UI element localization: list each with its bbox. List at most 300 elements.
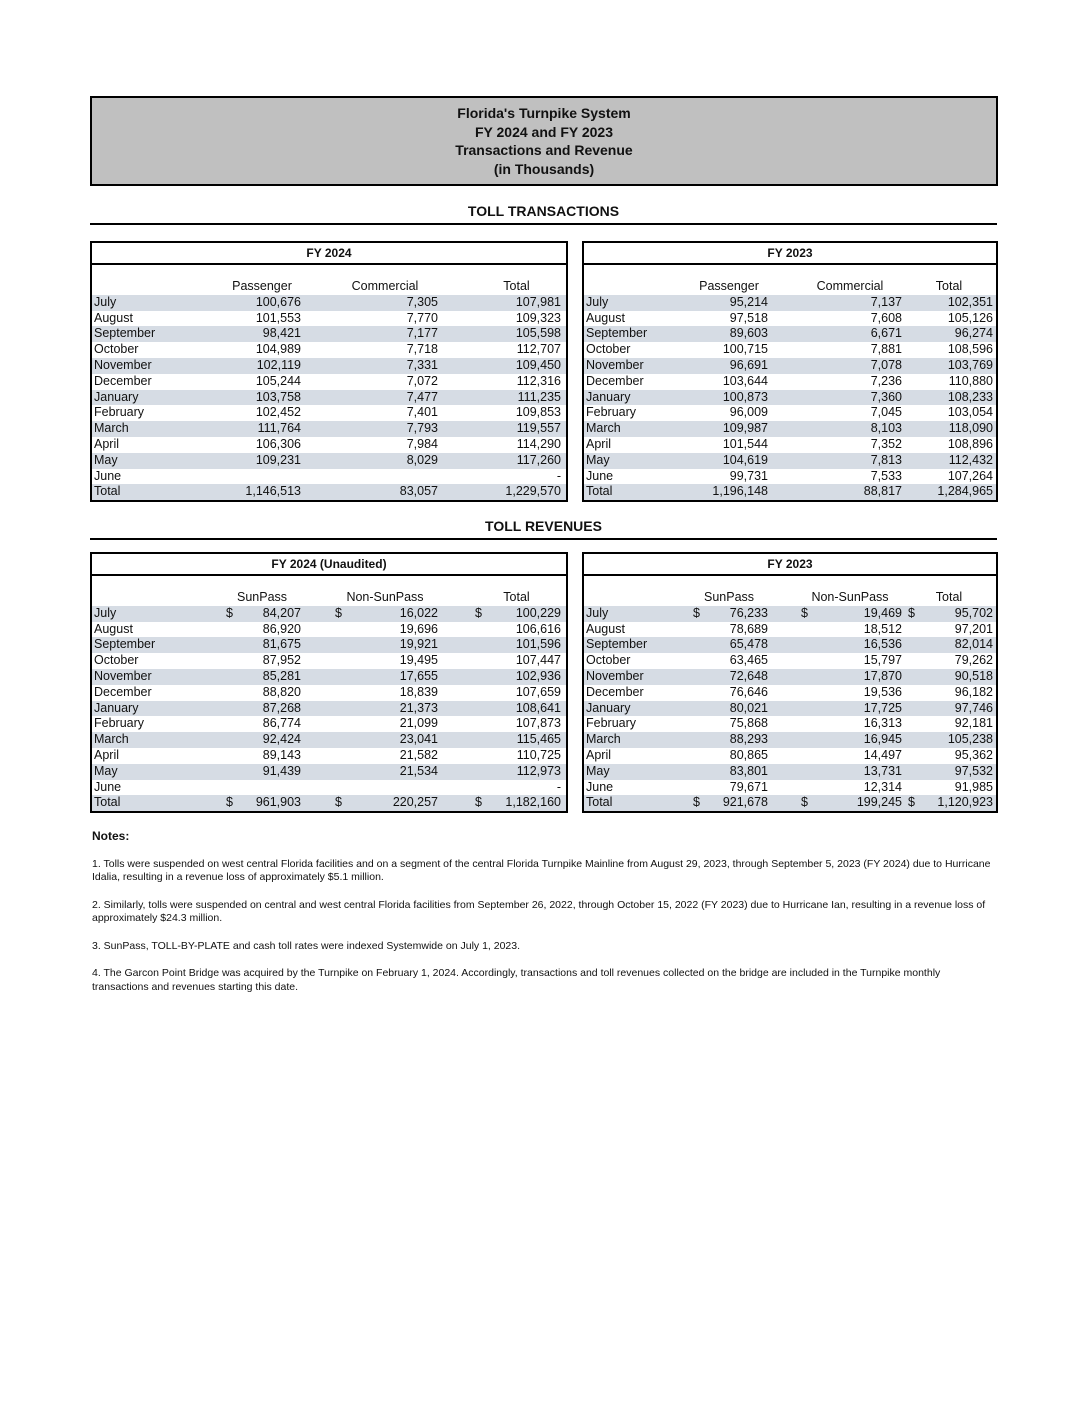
table-row — [92, 637, 566, 653]
table-row — [92, 311, 566, 327]
column-header: Commercial — [796, 279, 904, 296]
value-cell: 16,313 — [863, 716, 902, 731]
table-row — [584, 311, 996, 327]
value-cell: 79,262 — [954, 653, 993, 668]
table-row — [584, 437, 996, 453]
header-row — [584, 590, 996, 606]
value-cell: 86,774 — [262, 716, 301, 731]
table-row — [92, 390, 566, 406]
value-cell: 7,352 — [870, 436, 902, 451]
value-cell: 109,323 — [515, 310, 561, 325]
row-label: Total — [586, 484, 613, 499]
value-cell: 7,793 — [406, 421, 438, 436]
value-cell: 95,362 — [954, 747, 993, 762]
notes-heading: Notes: — [92, 829, 130, 843]
row-label: August — [586, 310, 625, 325]
value-cell: 7,533 — [796, 469, 902, 485]
value-cell: 16,945 — [863, 732, 902, 747]
table-title: FY 2024 (Unaudited) — [92, 554, 566, 576]
row-label: September — [94, 326, 156, 341]
row-label: August — [94, 621, 133, 636]
value-cell: 103,758 — [255, 389, 301, 404]
value-cell: 83,057 — [399, 484, 438, 499]
note-item: 4. The Garcon Point Bridge was acquired by the Turnpike on February 1, 2024. Accordingly, transactions and toll revenues collected on the bridge are included in the Turnpike monthly transactions and revenues starting this date. — [92, 967, 941, 993]
value-cell: 107,264 — [903, 469, 993, 485]
table-row — [92, 622, 566, 638]
row-label: May — [586, 763, 610, 778]
row-label: October — [586, 342, 631, 357]
value-cell: 97,201 — [954, 621, 993, 636]
column-header: Passenger — [688, 279, 770, 296]
value-cell: 17,655 — [399, 668, 438, 683]
value-cell: 112,432 — [948, 452, 993, 467]
table-row — [92, 469, 566, 485]
value-cell: 18,512 — [863, 621, 902, 636]
value-cell: 81,675 — [262, 637, 301, 652]
value-cell: 7,137 — [870, 294, 902, 309]
currency-symbol: $ — [335, 605, 342, 620]
row-label: September — [94, 637, 156, 652]
value-cell: 921,678 — [722, 795, 768, 810]
row-label: July — [94, 294, 117, 309]
value-cell: 76,646 — [729, 684, 768, 699]
row-label: July — [586, 294, 609, 309]
value-cell: 199,245 — [856, 795, 902, 810]
value-cell: 102,452 — [255, 405, 301, 420]
value-cell: 97,746 — [954, 700, 993, 715]
currency-symbol: $ — [801, 605, 808, 620]
revenues-fy2024-table — [90, 552, 568, 813]
value-cell: 112,707 — [516, 342, 561, 357]
value-cell: 100,873 — [722, 389, 768, 404]
row-label: February — [586, 405, 637, 420]
note-item: 1. Tolls were suspended on west central Florida facilities and on a segment of the central Florida Turnpike Mainline from August 29, 2023, through September 5, 2023 (FY 2024) due to Hurricane Idalia, resulting in a revenue loss of approximately $5.1 million. — [92, 857, 991, 883]
table-row — [92, 716, 566, 732]
note-item: 2. Similarly, tolls were suspended on central and west central Florida facilities from September 26, 2022, through October 15, 2022 (FY 2023) due to Hurricane Ian, resulting in a revenue loss of approximately $24.3 million. — [92, 898, 986, 924]
report-title-box — [90, 96, 998, 186]
column-header: Passenger — [221, 279, 303, 296]
table-row — [92, 606, 566, 622]
value-cell: 96,009 — [729, 405, 768, 420]
value-cell: 88,293 — [729, 732, 768, 747]
table-row — [92, 358, 566, 374]
value-cell: 90,518 — [954, 668, 993, 683]
table-spacer — [92, 576, 566, 590]
value-cell: 80,865 — [729, 747, 768, 762]
value-cell: 89,143 — [262, 747, 301, 762]
value-cell: 92,181 — [954, 716, 993, 731]
header-row — [584, 279, 996, 295]
value-cell: 92,424 — [262, 732, 301, 747]
value-cell: 100,676 — [255, 294, 301, 309]
value-cell: 7,401 — [406, 405, 438, 420]
row-label: December — [94, 684, 152, 699]
value-cell: 96,182 — [954, 684, 993, 699]
table-row — [584, 732, 996, 748]
table-row — [584, 685, 996, 701]
value-cell: 21,582 — [399, 747, 438, 762]
value-cell: 220,257 — [392, 795, 438, 810]
column-header: SunPass — [221, 590, 303, 607]
total-row — [92, 795, 566, 811]
value-cell: 119,557 — [516, 421, 561, 436]
value-cell: 96,274 — [954, 326, 993, 341]
row-label: July — [94, 605, 117, 620]
table-row — [92, 764, 566, 780]
value-cell: 91,985 — [903, 780, 993, 796]
value-cell: 115,465 — [516, 732, 561, 747]
value-cell: 7,078 — [870, 357, 902, 372]
row-label: June — [94, 468, 122, 483]
table-row — [584, 622, 996, 638]
row-label: October — [94, 342, 139, 357]
value-cell: 87,952 — [262, 653, 301, 668]
value-cell: 16,022 — [399, 605, 438, 620]
value-cell: 82,014 — [954, 637, 993, 652]
value-cell: 105,598 — [515, 326, 561, 341]
value-cell: 78,689 — [729, 621, 768, 636]
row-label: January — [586, 700, 631, 715]
value-cell: 91,439 — [262, 763, 301, 778]
table-row — [584, 637, 996, 653]
value-cell: 107,981 — [515, 294, 561, 309]
value-cell: 12,314 — [796, 780, 902, 796]
table-row — [584, 453, 996, 469]
value-cell: 7,331 — [406, 357, 438, 372]
table-row — [584, 326, 996, 342]
column-header: Total — [903, 279, 995, 296]
value-cell: 961,903 — [255, 795, 301, 810]
value-cell: 65,478 — [729, 637, 768, 652]
value-cell: 109,450 — [515, 357, 561, 372]
value-cell: 103,769 — [947, 357, 993, 372]
value-cell: 108,596 — [947, 342, 993, 357]
value-cell: 75,868 — [729, 716, 768, 731]
column-header: Non-SunPass — [796, 590, 904, 607]
revenues-fy2023-table — [582, 552, 998, 813]
table-row — [584, 669, 996, 685]
value-cell: 23,041 — [399, 732, 438, 747]
row-label: February — [94, 716, 145, 731]
value-cell: 89,603 — [729, 326, 768, 341]
table-row — [584, 653, 996, 669]
table-row — [584, 606, 996, 622]
currency-symbol: $ — [475, 795, 482, 810]
row-label: February — [586, 716, 637, 731]
row-label: May — [94, 763, 118, 778]
value-cell: 110,880 — [948, 373, 993, 388]
value-cell: 8,029 — [406, 452, 438, 467]
value-cell: 107,447 — [515, 653, 561, 668]
column-header: Total — [470, 590, 563, 607]
row-label: April — [586, 747, 612, 762]
value-cell: 17,870 — [863, 668, 902, 683]
value-cell: 7,360 — [870, 389, 902, 404]
currency-symbol: $ — [908, 605, 915, 620]
transactions-fy2023-table — [582, 241, 998, 502]
column-header: SunPass — [688, 590, 770, 607]
table-row — [92, 295, 566, 311]
value-cell: 109,987 — [722, 421, 768, 436]
table-row — [92, 326, 566, 342]
value-cell: 100,229 — [515, 605, 561, 620]
table-row — [92, 669, 566, 685]
value-cell — [330, 780, 438, 796]
value-cell: 7,045 — [870, 405, 902, 420]
value-cell: 105,244 — [255, 373, 301, 388]
table-title: FY 2023 — [584, 554, 996, 576]
value-cell: 112,316 — [516, 373, 561, 388]
table-row — [92, 342, 566, 358]
row-label: February — [94, 405, 145, 420]
value-cell: 15,797 — [863, 653, 902, 668]
total-row — [584, 795, 996, 811]
value-cell: 21,534 — [399, 763, 438, 778]
report-title-line1: Florida's Turnpike System — [457, 105, 631, 121]
value-cell: 88,820 — [262, 684, 301, 699]
row-label: November — [586, 357, 644, 372]
total-row — [92, 484, 566, 500]
value-cell: 1,182,160 — [505, 795, 561, 810]
value-cell: 102,351 — [947, 294, 993, 309]
table-row — [92, 732, 566, 748]
value-cell: 101,544 — [722, 436, 768, 451]
table-title: FY 2023 — [584, 243, 996, 265]
value-cell: 76,233 — [729, 605, 768, 620]
revenues-heading: TOLL REVENUES — [90, 518, 997, 540]
value-cell: - — [470, 780, 561, 796]
row-label: March — [94, 732, 129, 747]
row-label: May — [586, 452, 610, 467]
value-cell: 98,421 — [262, 326, 301, 341]
value-cell: 104,619 — [722, 452, 768, 467]
value-cell: 97,532 — [954, 763, 993, 778]
value-cell: 1,284,965 — [937, 484, 993, 499]
value-cell: 7,305 — [406, 294, 438, 309]
value-cell: 63,465 — [729, 653, 768, 668]
row-label: December — [94, 373, 152, 388]
row-label: October — [94, 653, 139, 668]
table-row — [92, 421, 566, 437]
value-cell: 101,553 — [255, 310, 301, 325]
table-row — [584, 358, 996, 374]
value-cell: 85,281 — [262, 668, 301, 683]
value-cell: 19,469 — [863, 605, 902, 620]
value-cell: 88,817 — [863, 484, 902, 499]
currency-symbol: $ — [908, 795, 915, 810]
table-row — [92, 437, 566, 453]
value-cell: 87,268 — [262, 700, 301, 715]
value-cell: 19,696 — [399, 621, 438, 636]
table-title: FY 2024 — [92, 243, 566, 265]
table-row — [584, 701, 996, 717]
value-cell: 21,099 — [399, 716, 438, 731]
table-spacer — [92, 265, 566, 279]
row-label: March — [94, 421, 129, 436]
row-label: October — [586, 653, 631, 668]
row-label: January — [94, 389, 139, 404]
transactions-heading: TOLL TRANSACTIONS — [90, 203, 997, 225]
report-title-line4: (in Thousands) — [493, 160, 595, 177]
value-cell: 95,214 — [729, 294, 768, 309]
table-row — [92, 701, 566, 717]
row-label: January — [586, 389, 631, 404]
table-row — [584, 421, 996, 437]
currency-symbol: $ — [475, 605, 482, 620]
currency-symbol: $ — [226, 605, 233, 620]
value-cell: 107,659 — [515, 684, 561, 699]
value-cell: 16,536 — [863, 637, 902, 652]
value-cell: 106,616 — [515, 621, 561, 636]
value-cell: 102,936 — [515, 668, 561, 683]
value-cell: 86,920 — [262, 621, 301, 636]
value-cell: 99,731 — [688, 469, 768, 485]
row-label: July — [586, 605, 609, 620]
row-label: Total — [94, 795, 121, 810]
value-cell: 108,233 — [947, 389, 993, 404]
row-label: January — [94, 700, 139, 715]
value-cell: 7,984 — [406, 436, 438, 451]
currency-symbol: $ — [226, 795, 233, 810]
total-row — [584, 484, 996, 500]
value-cell: 101,596 — [515, 637, 561, 652]
value-cell: 118,090 — [948, 421, 993, 436]
currency-symbol: $ — [801, 795, 808, 810]
value-cell — [330, 469, 438, 485]
value-cell: 109,231 — [255, 452, 301, 467]
row-label: Total — [586, 795, 613, 810]
value-cell: 102,119 — [256, 357, 301, 372]
value-cell: 100,715 — [722, 342, 768, 357]
value-cell: 1,196,148 — [712, 484, 768, 499]
value-cell: 1,120,923 — [937, 795, 993, 810]
row-label: March — [586, 421, 621, 436]
row-label: April — [94, 436, 120, 451]
value-cell: 7,236 — [870, 373, 902, 388]
value-cell: 108,641 — [515, 700, 561, 715]
value-cell: 7,770 — [406, 310, 438, 325]
row-label: June — [94, 779, 122, 794]
value-cell: 114,290 — [516, 436, 561, 451]
row-label: November — [586, 668, 644, 683]
table-row — [92, 748, 566, 764]
value-cell: 103,644 — [722, 373, 768, 388]
table-row — [92, 653, 566, 669]
value-cell: 111,235 — [517, 389, 561, 404]
value-cell: 21,373 — [399, 700, 438, 715]
table-row — [584, 716, 996, 732]
table-row — [584, 405, 996, 421]
report-title-line3: Transactions and Revenue — [455, 142, 633, 158]
row-label: March — [586, 732, 621, 747]
value-cell: 1,146,513 — [245, 484, 301, 499]
table-spacer — [584, 576, 996, 590]
header-row — [92, 279, 566, 295]
column-header: Non-SunPass — [330, 590, 440, 607]
value-cell: 117,260 — [516, 452, 561, 467]
column-header: Commercial — [330, 279, 440, 296]
table-row — [584, 295, 996, 311]
value-cell: 83,801 — [729, 763, 768, 778]
table-row — [584, 374, 996, 390]
table-row — [92, 685, 566, 701]
value-cell: 104,989 — [255, 342, 301, 357]
row-label: May — [94, 452, 118, 467]
row-label: September — [586, 326, 648, 341]
row-label: April — [586, 436, 612, 451]
value-cell: 7,608 — [870, 310, 902, 325]
table-row — [92, 405, 566, 421]
value-cell: 105,238 — [947, 732, 993, 747]
value-cell: 84,207 — [262, 605, 301, 620]
value-cell: 19,495 — [399, 653, 438, 668]
value-cell: 19,921 — [399, 637, 438, 652]
value-cell: 107,873 — [515, 716, 561, 731]
value-cell: 109,853 — [515, 405, 561, 420]
value-cell: 7,718 — [406, 342, 438, 357]
row-label: Total — [94, 484, 121, 499]
value-cell: 6,671 — [870, 326, 902, 341]
value-cell: 103,054 — [947, 405, 993, 420]
row-label: December — [586, 684, 644, 699]
value-cell: 106,306 — [255, 436, 301, 451]
row-label: November — [94, 668, 152, 683]
currency-symbol: $ — [693, 605, 700, 620]
value-cell: 7,813 — [870, 452, 902, 467]
table-row — [92, 374, 566, 390]
row-label: June — [586, 779, 614, 794]
row-label: August — [94, 310, 133, 325]
table-spacer — [584, 265, 996, 279]
header-row — [92, 590, 566, 606]
note-item: 3. SunPass, TOLL-BY-PLATE and cash toll rates were indexed Systemwide on July 1, 2023. — [92, 939, 521, 952]
notes-section — [92, 830, 997, 1008]
value-cell: 13,731 — [863, 763, 902, 778]
row-label: November — [94, 357, 152, 372]
value-cell: 19,536 — [863, 684, 902, 699]
value-cell: 110,725 — [516, 747, 561, 762]
row-label: April — [94, 747, 120, 762]
value-cell: 96,691 — [729, 357, 768, 372]
row-label: December — [586, 373, 644, 388]
value-cell: - — [470, 469, 561, 485]
table-row — [584, 469, 996, 485]
value-cell: 80,021 — [729, 700, 768, 715]
row-label: September — [586, 637, 648, 652]
row-label: August — [586, 621, 625, 636]
value-cell: 17,725 — [863, 700, 902, 715]
value-cell: 18,839 — [399, 684, 438, 699]
table-row — [92, 780, 566, 796]
value-cell: 105,126 — [947, 310, 993, 325]
currency-symbol: $ — [335, 795, 342, 810]
value-cell: 95,702 — [954, 605, 993, 620]
value-cell — [221, 469, 301, 485]
value-cell: 8,103 — [870, 421, 902, 436]
value-cell: 97,518 — [729, 310, 768, 325]
table-row — [584, 390, 996, 406]
value-cell: 1,229,570 — [505, 484, 561, 499]
column-header: Total — [903, 590, 995, 607]
value-cell: 7,177 — [406, 326, 438, 341]
value-cell: 111,764 — [257, 421, 301, 436]
value-cell: 7,881 — [870, 342, 902, 357]
currency-symbol: $ — [693, 795, 700, 810]
value-cell: 7,477 — [406, 389, 438, 404]
table-row — [92, 453, 566, 469]
value-cell: 14,497 — [863, 747, 902, 762]
transactions-fy2024-table — [90, 241, 568, 502]
